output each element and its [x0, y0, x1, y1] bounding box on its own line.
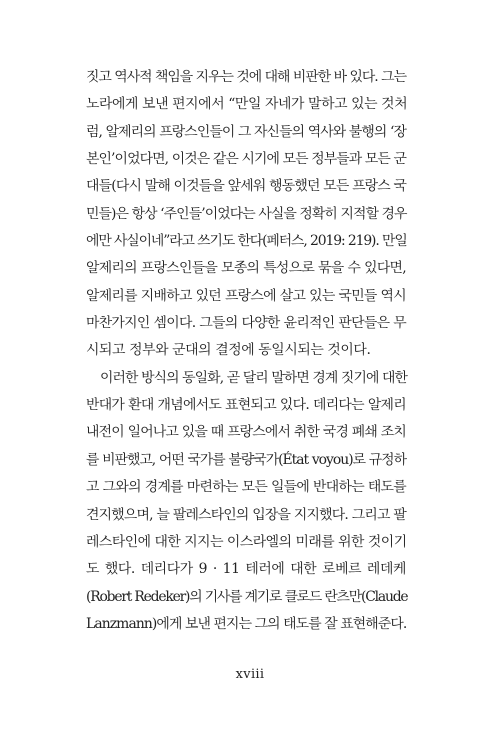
text-line: 알제리를 지배하고 있던 프랑스에 살고 있는 국민들 역시 — [86, 287, 406, 304]
text-line: 마찬가지인 셈이다. 그들의 다양한 윤리적인 판단들은 무 — [86, 315, 406, 332]
text-line: 이러한 방식의 동일화, 곧 달리 말하면 경계 짓기에 대한 — [100, 369, 408, 386]
text-line: 대들(다시 말해 이것들을 앞세워 행동했던 모든 프랑스 국 — [86, 178, 407, 195]
text-line: 도 했다. 데리다가 9 · 11 테러에 대한 로베르 레데케 — [86, 561, 406, 578]
text-line: 노라에게 보낸 편지에서 “만일 자네가 말하고 있는 것처 — [86, 96, 408, 113]
page-number: xviii — [235, 667, 265, 682]
text-line: 짓고 역사적 책임을 지우는 것에 대해 비판한 바 있다. 그는 — [86, 69, 406, 85]
paragraph-1 — [86, 64, 406, 365]
paragraph-2 — [86, 365, 406, 638]
text-line: 고 그와의 경계를 마련하는 모든 일들에 반대하는 태도를 — [86, 479, 406, 496]
text-line: 민들)은 항상 ‘주인들’이었다는 사실을 정확히 지적할 경우 — [86, 205, 407, 222]
text-line: 반대가 환대 개념에서도 표현되고 있다. 데리다는 알제리 — [86, 397, 406, 414]
text-line: Lanzmann)에게 보낸 편지는 그의 태도를 잘 표현해준다. — [86, 615, 407, 632]
text-line: 본인’이었다면, 이것은 같은 시기에 모든 정부들과 모든 군 — [86, 151, 406, 168]
text-line: 를 비판했고, 어떤 국가를 불량국가(État voyou)로 규정하 — [86, 451, 406, 468]
body-text — [86, 64, 406, 638]
text-line: 알제리의 프랑스인들을 모종의 특성으로 묶을 수 있다면, — [86, 260, 406, 277]
text-line: 레스타인에 대한 지지는 이스라엘의 미래를 위한 것이기 — [86, 533, 407, 550]
text-line: (Robert Redeker)의 기사를 계기로 클로드 란츠만(Claude — [86, 588, 408, 605]
text-line: 내전이 일어나고 있을 때 프랑스에서 취한 국경 폐쇄 조치 — [86, 424, 406, 441]
text-line: 시되고 정부와 군대의 결정에 동일시되는 것이다. — [86, 342, 371, 359]
text-line: 견지했으며, 늘 팔레스타인의 입장을 지지했다. 그리고 팔 — [86, 506, 406, 523]
text-line: 럼, 알제리의 프랑스인들이 그 자신들의 역사와 불행의 ‘장 — [86, 123, 406, 140]
text-line: 에만 사실이네”라고 쓰기도 한다(페터스, 2019: 219). 만일 — [86, 233, 407, 250]
